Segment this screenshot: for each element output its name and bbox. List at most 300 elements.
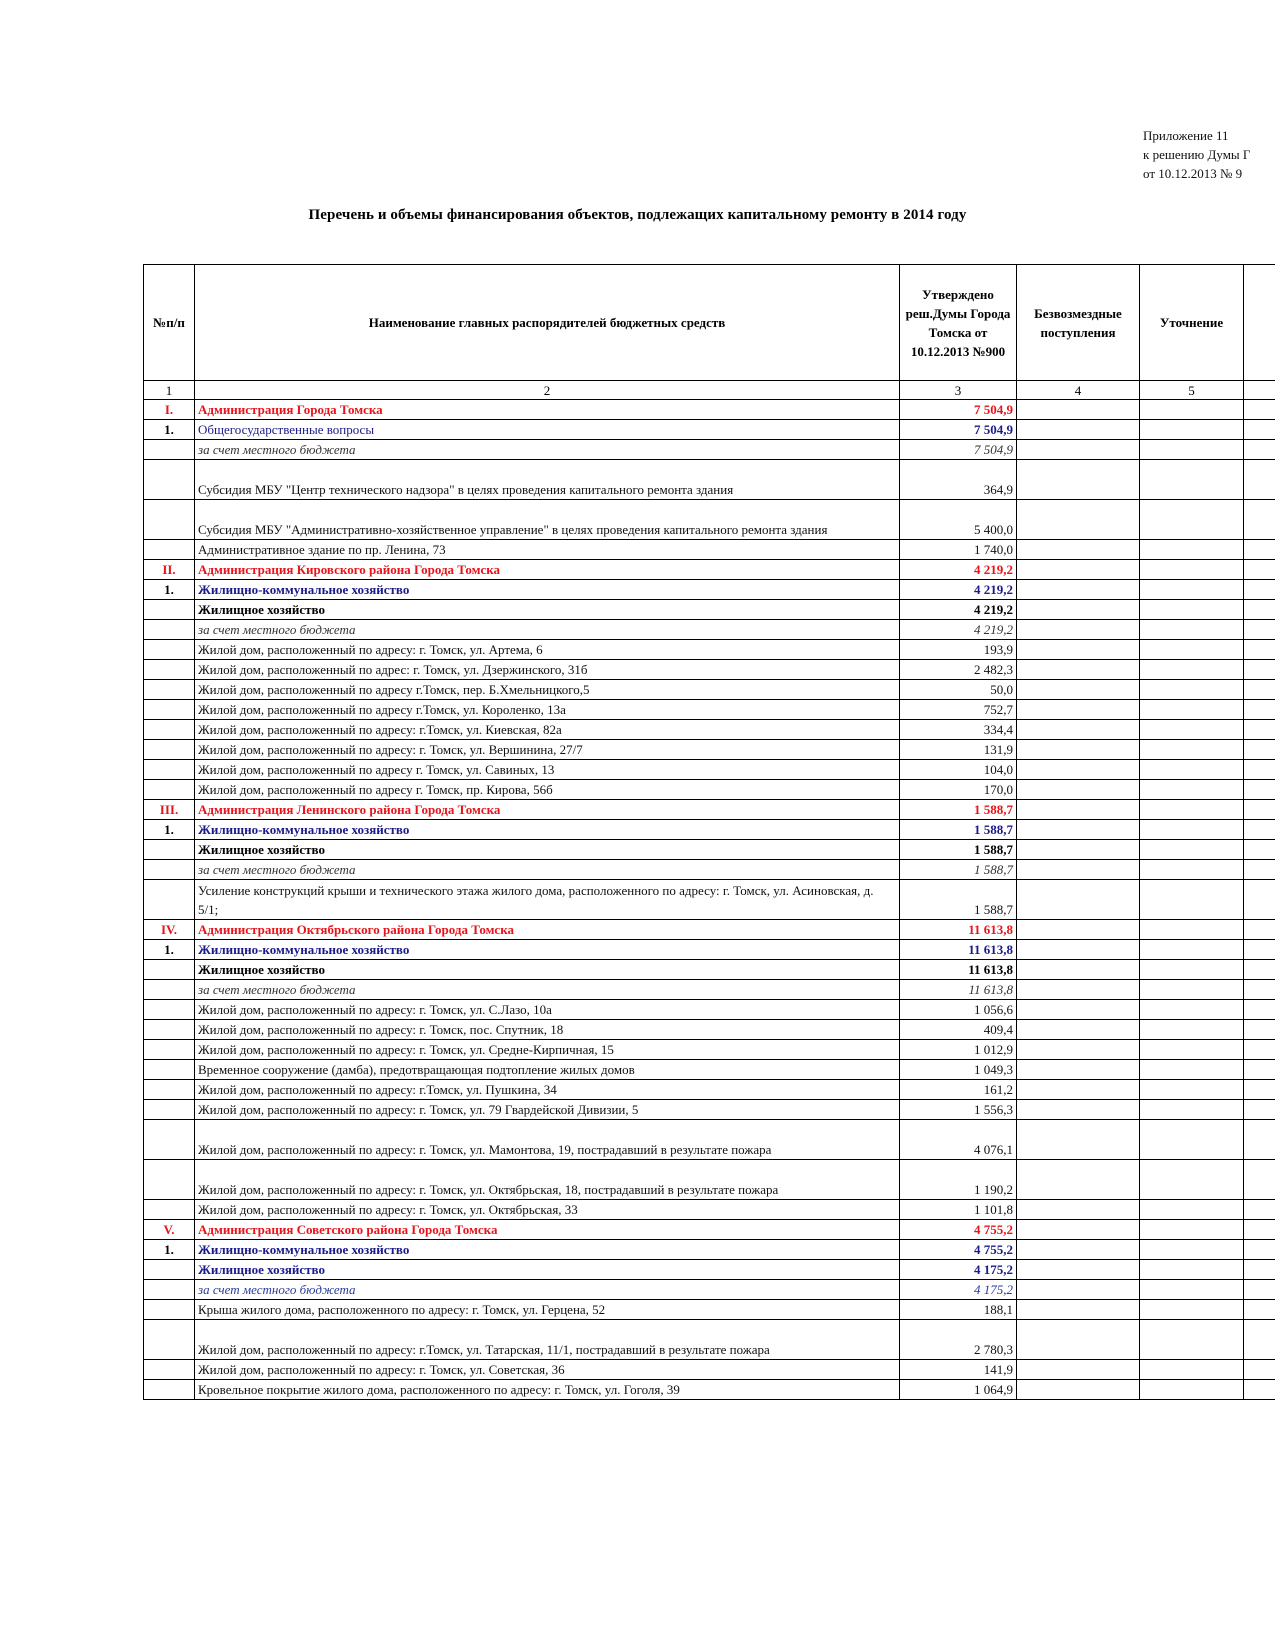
row-extra-value [1244,1020,1275,1040]
row-extra-value [1244,1220,1275,1240]
row-approved-value: 1 101,8 [900,1200,1017,1220]
row-approved-value: 5 400,0 [900,500,1017,540]
row-adjustment-value [1140,1000,1244,1020]
row-grants-value [1017,820,1140,840]
row-adjustment-value [1140,1020,1244,1040]
row-approved-value: 1 049,3 [900,1060,1017,1080]
row-extra-value [1244,660,1275,680]
row-approved-value: 193,9 [900,640,1017,660]
row-approved-value: 334,4 [900,720,1017,740]
row-approved-value: 2 482,3 [900,660,1017,680]
row-name: Администрация Кировского района Города Томска [195,560,900,580]
row-grants-value [1017,620,1140,640]
row-adjustment-value [1140,580,1244,600]
appendix-line-1: Приложение 11 [1143,128,1229,143]
row-adjustment-value [1140,720,1244,740]
row-approved-value: 752,7 [900,700,1017,720]
row-number [144,600,195,620]
row-name: Жилой дом, расположенный по адресу г.Томск, пер. Б.Хмельницкого,5 [195,680,900,700]
row-number: II. [144,560,195,580]
row-adjustment-value [1140,980,1244,1000]
row-name: Администрация Советского района Города Томска [195,1220,900,1240]
row-extra-value [1244,620,1275,640]
row-extra-value [1244,540,1275,560]
row-name: Администрация Октябрьского района Города Томска [195,920,900,940]
row-adjustment-value [1140,1240,1244,1260]
header-name: Наименование главных распорядителей бюджетных средств [195,265,900,381]
row-number [144,500,195,540]
row-number [144,1280,195,1300]
row-extra-value [1244,1320,1275,1360]
row-approved-value: 4 219,2 [900,580,1017,600]
row-approved-value: 4 076,1 [900,1120,1017,1160]
row-extra-value [1244,500,1275,540]
row-name: Администрация Города Томска [195,400,900,420]
row-grants-value [1017,720,1140,740]
row-adjustment-value [1140,1360,1244,1380]
table-row [144,1020,1275,1040]
row-approved-value: 11 613,8 [900,960,1017,980]
row-adjustment-value [1140,460,1244,500]
row-extra-value [1244,1120,1275,1160]
row-grants-value [1017,440,1140,460]
table-row [144,400,1275,420]
row-grants-value [1017,760,1140,780]
row-grants-value [1017,1160,1140,1200]
row-number [144,1000,195,1020]
row-grants-value [1017,960,1140,980]
row-grants-value [1017,560,1140,580]
row-grants-value [1017,420,1140,440]
row-extra-value [1244,760,1275,780]
row-name: за счет местного бюджета [195,1280,900,1300]
row-number: IV. [144,920,195,940]
row-grants-value [1017,500,1140,540]
row-number [144,720,195,740]
row-approved-value: 1 740,0 [900,540,1017,560]
row-number [144,680,195,700]
row-number [144,1080,195,1100]
row-number [144,1380,195,1400]
row-approved-value: 364,9 [900,460,1017,500]
row-name: Жилой дом, расположенный по адресу: г. Томск, ул. С.Лазо, 10а [195,1000,900,1020]
table-row [144,420,1275,440]
row-number [144,960,195,980]
row-extra-value [1244,1100,1275,1120]
row-name: Жилой дом, расположенный по адресу: г. Томск, ул. Вершинина, 27/7 [195,740,900,760]
table-row [144,500,1275,540]
column-number-row [144,381,1275,400]
row-number [144,1060,195,1080]
row-extra-value [1244,1240,1275,1260]
row-name: Жилой дом, расположенный по адрес: г. Томск, ул. Дзержинского, 31б [195,660,900,680]
row-name: Жилищно-коммунальное хозяйство [195,580,900,600]
row-name: Жилой дом, расположенный по адресу г.Томск, ул. Короленко, 13а [195,700,900,720]
row-number [144,980,195,1000]
column-number: 4 [1017,381,1140,400]
row-adjustment-value [1140,1260,1244,1280]
row-name: Жилой дом, расположенный по адресу: г. Томск, ул. Средне-Кирпичная, 15 [195,1040,900,1060]
table-row [144,620,1275,640]
row-grants-value [1017,1360,1140,1380]
row-grants-value [1017,880,1140,920]
row-extra-value [1244,820,1275,840]
row-name: Администрация Ленинского района Города Томска [195,800,900,820]
row-adjustment-value [1140,820,1244,840]
row-name: Административное здание по пр. Ленина, 73 [195,540,900,560]
row-approved-value: 188,1 [900,1300,1017,1320]
row-approved-value: 2 780,3 [900,1320,1017,1360]
row-name: Временное сооружение (дамба), предотвращающая подтопление жилых домов [195,1060,900,1080]
row-number [144,460,195,500]
row-approved-value: 1 588,7 [900,840,1017,860]
table-header-row [144,265,1275,381]
document-title: Перечень и объемы финансирования объектов, подлежащих капитальному ремонту в 2014 году [308,207,967,223]
row-grants-value [1017,680,1140,700]
table-row [144,960,1275,980]
table-row [144,660,1275,680]
row-approved-value: 1 588,7 [900,860,1017,880]
table-row [144,1300,1275,1320]
row-number [144,1300,195,1320]
row-approved-value: 7 504,9 [900,440,1017,460]
row-number: 1. [144,580,195,600]
row-adjustment-value [1140,880,1244,920]
row-extra-value [1244,560,1275,580]
row-number [144,740,195,760]
row-name: Жилой дом, расположенный по адресу: г. Томск, пос. Спутник, 18 [195,1020,900,1040]
row-grants-value [1017,1260,1140,1280]
table-body [144,400,1275,1400]
appendix-note [1143,126,1275,183]
row-grants-value [1017,1240,1140,1260]
table-row [144,880,1275,920]
row-grants-value [1017,700,1140,720]
row-name: Усиление конструкций крыши и технического этажа жилого дома, расположенного по адресу: г. Томск, ул. Асиновская, д. 5/1; [195,880,900,920]
row-extra-value [1244,1040,1275,1060]
row-grants-value [1017,640,1140,660]
row-grants-value [1017,840,1140,860]
table-row [144,1360,1275,1380]
row-extra-value [1244,800,1275,820]
row-adjustment-value [1140,920,1244,940]
row-number [144,860,195,880]
row-number [144,1120,195,1160]
row-approved-value: 7 504,9 [900,400,1017,420]
row-approved-value: 4 755,2 [900,1220,1017,1240]
table-row [144,720,1275,740]
row-name: за счет местного бюджета [195,620,900,640]
row-extra-value [1244,1080,1275,1100]
row-approved-value: 1 064,9 [900,1380,1017,1400]
row-adjustment-value [1140,1280,1244,1300]
row-name: Жилищное хозяйство [195,600,900,620]
row-adjustment-value [1140,1120,1244,1160]
row-approved-value: 1 012,9 [900,1040,1017,1060]
row-extra-value [1244,1160,1275,1200]
table-row [144,760,1275,780]
row-number [144,880,195,920]
row-approved-value: 1 588,7 [900,800,1017,820]
table-row [144,740,1275,760]
row-grants-value [1017,980,1140,1000]
row-approved-value: 4 219,2 [900,620,1017,640]
row-grants-value [1017,800,1140,820]
row-approved-value: 1 056,6 [900,1000,1017,1020]
row-adjustment-value [1140,860,1244,880]
row-grants-value [1017,1100,1140,1120]
appendix-line-2: к решению Думы Г [1143,147,1251,162]
row-adjustment-value [1140,1220,1244,1240]
row-adjustment-value [1140,800,1244,820]
row-extra-value [1244,1000,1275,1020]
row-number [144,1260,195,1280]
row-number [144,540,195,560]
row-adjustment-value [1140,1320,1244,1360]
row-grants-value [1017,1280,1140,1300]
table-row [144,580,1275,600]
row-extra-value [1244,740,1275,760]
row-adjustment-value [1140,500,1244,540]
row-name: Жилой дом, расположенный по адресу: г.Томск, ул. Киевская, 82а [195,720,900,740]
row-extra-value [1244,780,1275,800]
row-name: Жилищное хозяйство [195,1260,900,1280]
row-extra-value [1244,980,1275,1000]
row-grants-value [1017,1380,1140,1400]
row-name: Жилищно-коммунальное хозяйство [195,1240,900,1260]
table-row [144,640,1275,660]
row-approved-value: 4 175,2 [900,1280,1017,1300]
table-row [144,1200,1275,1220]
row-adjustment-value [1140,420,1244,440]
row-adjustment-value [1140,600,1244,620]
table-row [144,1320,1275,1360]
row-grants-value [1017,940,1140,960]
row-extra-value [1244,960,1275,980]
row-extra-value [1244,440,1275,460]
table-row [144,600,1275,620]
row-grants-value [1017,860,1140,880]
row-number: 1. [144,420,195,440]
row-adjustment-value [1140,940,1244,960]
row-number: 1. [144,820,195,840]
row-grants-value [1017,780,1140,800]
header-adjustment: Уточнение [1140,265,1244,381]
row-number [144,440,195,460]
row-grants-value [1017,740,1140,760]
row-number [144,640,195,660]
row-extra-value [1244,720,1275,740]
row-grants-value [1017,460,1140,500]
row-extra-value [1244,1260,1275,1280]
row-grants-value [1017,1220,1140,1240]
row-name: за счет местного бюджета [195,440,900,460]
row-approved-value: 50,0 [900,680,1017,700]
row-extra-value [1244,640,1275,660]
row-adjustment-value [1140,620,1244,640]
row-extra-value [1244,1380,1275,1400]
row-name: Жилищно-коммунальное хозяйство [195,820,900,840]
table-row [144,1280,1275,1300]
row-adjustment-value [1140,700,1244,720]
row-grants-value [1017,1300,1140,1320]
table-row [144,860,1275,880]
table-row [144,820,1275,840]
table-row [144,560,1275,580]
row-number [144,760,195,780]
table-row [144,1100,1275,1120]
row-grants-value [1017,1000,1140,1020]
row-number [144,700,195,720]
row-extra-value [1244,600,1275,620]
table-row [144,460,1275,500]
row-number: I. [144,400,195,420]
table-row [144,1160,1275,1200]
row-grants-value [1017,1120,1140,1160]
table-row [144,840,1275,860]
row-grants-value [1017,1060,1140,1080]
row-adjustment-value [1140,660,1244,680]
row-number: III. [144,800,195,820]
table-row [144,1120,1275,1160]
column-number: 1 [144,381,195,400]
appendix-line-3: от 10.12.2013 № 9 [1143,166,1243,181]
table-row [144,780,1275,800]
row-number: V. [144,1220,195,1240]
column-number: 5 [1140,381,1244,400]
row-extra-value [1244,940,1275,960]
table-row [144,1060,1275,1080]
row-extra-value [1244,920,1275,940]
row-grants-value [1017,1200,1140,1220]
row-grants-value [1017,1040,1140,1060]
table-row [144,1220,1275,1240]
row-name: Жилищное хозяйство [195,840,900,860]
row-extra-value [1244,1300,1275,1320]
row-approved-value: 1 588,7 [900,880,1017,920]
row-adjustment-value [1140,1160,1244,1200]
table-row [144,800,1275,820]
column-number: 3 [900,381,1017,400]
row-approved-value: 1 556,3 [900,1100,1017,1120]
row-number [144,840,195,860]
table-row [144,700,1275,720]
table-row [144,940,1275,960]
row-approved-value: 1 190,2 [900,1160,1017,1200]
header-grants: Безвозмездные поступления [1017,265,1140,381]
row-extra-value [1244,680,1275,700]
row-adjustment-value [1140,1380,1244,1400]
row-adjustment-value [1140,840,1244,860]
row-approved-value: 161,2 [900,1080,1017,1100]
row-number [144,1040,195,1060]
row-grants-value [1017,1320,1140,1360]
row-number [144,1360,195,1380]
row-adjustment-value [1140,960,1244,980]
row-extra-value [1244,1280,1275,1300]
row-name: Жилой дом, расположенный по адресу: г. Томск, ул. Октябрьская, 33 [195,1200,900,1220]
table-row [144,1240,1275,1260]
row-approved-value: 4 219,2 [900,600,1017,620]
row-adjustment-value [1140,1040,1244,1060]
row-grants-value [1017,400,1140,420]
row-extra-value [1244,420,1275,440]
row-approved-value: 131,9 [900,740,1017,760]
row-grants-value [1017,660,1140,680]
table-row [144,920,1275,940]
table-row [144,540,1275,560]
row-extra-value [1244,1060,1275,1080]
row-number [144,1200,195,1220]
row-adjustment-value [1140,1300,1244,1320]
row-name: Общегосударственные вопросы [195,420,900,440]
row-adjustment-value [1140,1100,1244,1120]
row-name: Жилищно-коммунальное хозяйство [195,940,900,960]
table-row [144,680,1275,700]
header-approved: Утверждено реш.Думы Города Томска от 10.12.2013 №900 [900,265,1017,381]
row-name: Жилой дом, расположенный по адресу: г.Томск, ул. Пушкина, 34 [195,1080,900,1100]
financing-table [143,264,1275,1400]
row-grants-value [1017,1020,1140,1040]
row-number: 1. [144,940,195,960]
column-number: 2 [195,381,900,400]
row-name: Кровельное покрытие жилого дома, расположенного по адресу: г. Томск, ул. Гоголя, 39 [195,1380,900,1400]
table-row [144,1080,1275,1100]
row-adjustment-value [1140,400,1244,420]
row-adjustment-value [1140,760,1244,780]
row-adjustment-value [1140,640,1244,660]
table-row [144,980,1275,1000]
row-approved-value: 4 219,2 [900,560,1017,580]
row-number [144,660,195,680]
row-extra-value [1244,400,1275,420]
row-approved-value: 409,4 [900,1020,1017,1040]
table-row [144,440,1275,460]
row-approved-value: 1 588,7 [900,820,1017,840]
row-name: за счет местного бюджета [195,980,900,1000]
table-row [144,1000,1275,1020]
row-grants-value [1017,1080,1140,1100]
row-extra-value [1244,700,1275,720]
row-grants-value [1017,920,1140,940]
row-number [144,1100,195,1120]
table-row [144,1260,1275,1280]
row-grants-value [1017,600,1140,620]
table-row [144,1380,1275,1400]
row-approved-value: 104,0 [900,760,1017,780]
row-approved-value: 11 613,8 [900,980,1017,1000]
row-name: Субсидия МБУ "Административно-хозяйственное управление" в целях проведения капитального ремонта здания [195,500,900,540]
column-number [1244,381,1275,400]
row-name: Жилой дом, расположенный по адресу: г. Томск, ул. Октябрьская, 18, пострадавший в результате пожара [195,1160,900,1200]
row-adjustment-value [1140,1060,1244,1080]
row-adjustment-value [1140,1200,1244,1220]
row-name: Жилой дом, расположенный по адресу: г.Томск, ул. Татарская, 11/1, пострадавший в результате пожара [195,1320,900,1360]
row-number [144,1020,195,1040]
row-number [144,1320,195,1360]
row-approved-value: 4 755,2 [900,1240,1017,1260]
row-name: Жилой дом, расположенный по адресу г. Томск, ул. Савиных, 13 [195,760,900,780]
row-name: за счет местного бюджета [195,860,900,880]
row-adjustment-value [1140,440,1244,460]
row-name: Жилой дом, расположенный по адресу: г. Томск, ул. Советская, 36 [195,1360,900,1380]
row-name: Субсидия МБУ "Центр технического надзора" в целях проведения капитального ремонта здания [195,460,900,500]
row-extra-value [1244,1200,1275,1220]
row-approved-value: 11 613,8 [900,920,1017,940]
row-grants-value [1017,580,1140,600]
row-adjustment-value [1140,740,1244,760]
row-adjustment-value [1140,780,1244,800]
